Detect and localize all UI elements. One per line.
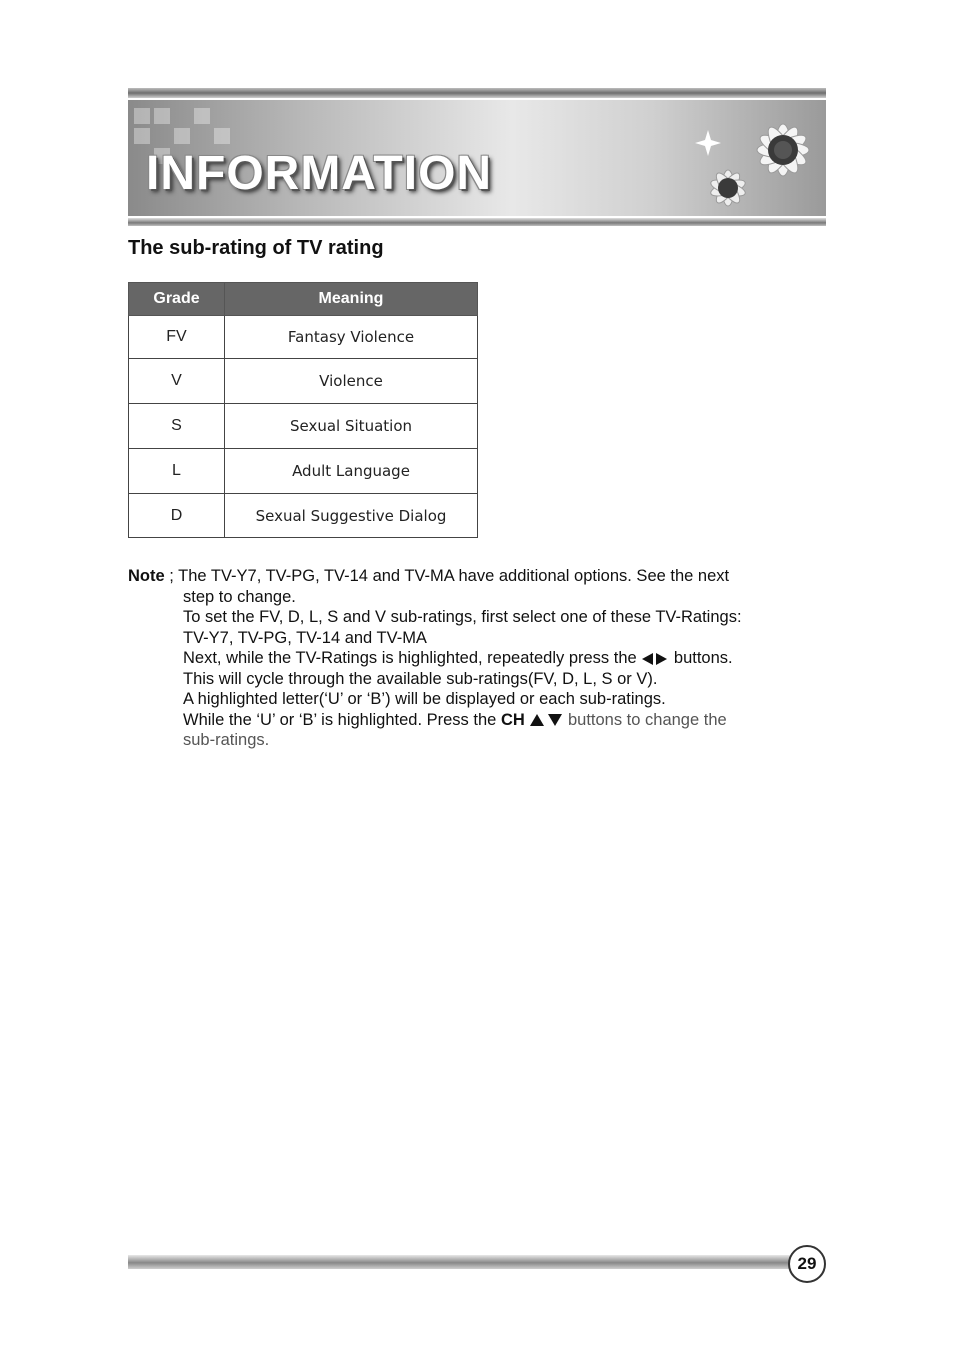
column-header-grade: Grade	[129, 283, 225, 316]
note-line	[128, 710, 818, 731]
banner-tile	[174, 128, 190, 144]
note-line: To set the FV, D, L, S and V sub-ratings, first select one of these TV-Ratings:	[183, 608, 742, 626]
table-row	[129, 494, 478, 538]
note-line: step to change.	[183, 587, 296, 606]
banner-tile	[134, 128, 150, 144]
note-separator: ;	[164, 567, 179, 585]
table-row	[129, 316, 478, 359]
meaning-cell: Violence	[225, 359, 478, 404]
column-header-meaning: Meaning	[225, 283, 478, 316]
table-row	[129, 359, 478, 404]
table-row	[129, 404, 478, 449]
banner-title: INFORMATION	[146, 147, 493, 200]
banner-tile	[134, 108, 150, 124]
note-label: Note	[128, 567, 165, 585]
note-line: TV-Y7, TV-PG, TV-14 and TV-MA	[183, 628, 427, 647]
grade-cell: V	[129, 359, 225, 404]
section-title: The sub-rating of TV rating	[128, 237, 384, 259]
note-line: sub-ratings.	[183, 731, 270, 749]
note-line: This will cycle through the available sub-ratings(FV, D, L, S or V).	[183, 669, 658, 688]
note-block	[128, 566, 818, 751]
note-line	[128, 648, 818, 669]
note-text: The TV-Y7, TV-PG, TV-14 and TV-MA have additional options. See the next	[178, 567, 730, 585]
meaning-cell: Sexual Suggestive Dialog	[225, 494, 478, 538]
note-text: While the ‘U’ or ‘B’ is highlighted. Press the	[183, 710, 497, 729]
grade-cell: FV	[129, 316, 225, 359]
note-line	[128, 566, 818, 587]
sub-rating-table	[128, 282, 478, 538]
banner-top-rule	[128, 88, 826, 98]
banner-tile	[214, 128, 230, 144]
meaning-cell: Sexual Situation	[225, 404, 478, 449]
note-text: Next, while the TV-Ratings is highlighted, repeatedly press the	[183, 649, 637, 667]
grade-cell: L	[129, 449, 225, 494]
note-text: buttons to change the	[567, 710, 727, 729]
grade-cell: S	[129, 404, 225, 449]
banner-tile	[154, 108, 170, 124]
ch-label: CH	[500, 710, 525, 729]
table-row	[129, 449, 478, 494]
left-right-arrows-icon	[641, 652, 669, 666]
banner-bottom-rule	[128, 218, 826, 226]
table-header-row	[129, 283, 478, 316]
meaning-cell: Fantasy Violence	[225, 316, 478, 359]
grade-cell: D	[129, 494, 225, 538]
page-number: 29	[788, 1245, 826, 1283]
header-banner	[128, 88, 826, 226]
footer-rule	[128, 1255, 792, 1269]
up-down-arrows-icon	[529, 713, 563, 727]
sunflower-icon	[688, 100, 826, 216]
note-text: buttons.	[673, 649, 733, 667]
note-line: A highlighted letter(‘U’ or ‘B’) will be displayed or each sub-ratings.	[183, 690, 666, 708]
meaning-cell: Adult Language	[225, 449, 478, 494]
banner-tile	[194, 108, 210, 124]
